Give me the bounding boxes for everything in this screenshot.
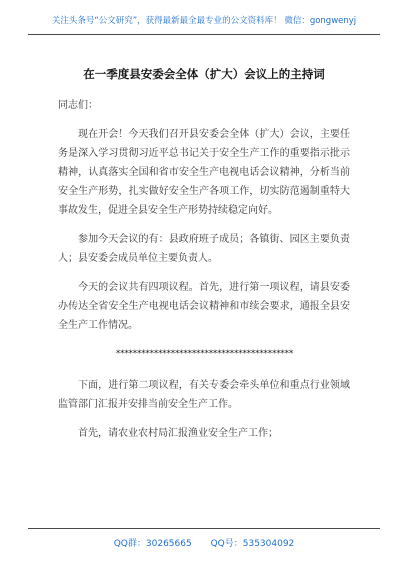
salutation: 同志们： xyxy=(58,100,98,111)
footer-contact xyxy=(0,536,408,549)
header-rule xyxy=(28,34,380,35)
footer-rule xyxy=(28,528,380,529)
paragraph-opening: 现在开会！今天我们召开县安委会全体（扩大）会议，主要任务是深入学习贯彻习近平总书记关于安全生产工作的重要指示批示精神，认真落实全国和省市安全生产电视电话会议精神，分析当前安全生产形势，扎实做好安全生产各项工作，切实防范遏制重特大事故发生，促进全县安全生产形势持续稳定向好。 xyxy=(58,129,350,216)
qq-group-text: QQ群：30265665 xyxy=(113,539,192,549)
header-banner: 关注头条号“公文研究”，获得最新最全最专业的公文资料库！ 微信：gongwenyj xyxy=(51,16,357,26)
document-title: 在一季度县安委会全体（扩大）会议上的主持词 xyxy=(83,67,325,81)
paragraph-agriculture: 首先，请农业农村局汇报渔业安全生产工作； xyxy=(78,428,278,439)
paragraph-attendees: 参加今天会议的有：县政府班子成员；各镇街、园区主要负责人；县安委会成员单位主要负责人。 xyxy=(58,234,350,264)
document-body xyxy=(58,96,350,453)
paragraph-agenda-two: 下面，进行第二项议程，有关专委会牵头单位和重点行业领域监管部门汇报并安排当前安全生产工作。 xyxy=(58,380,350,410)
paragraph-agenda-one: 今天的会议共有四项议程。首先，进行第一项议程，请县安委办传达全省安全生产电视电话会议精神和市续会要求，通报全县安全生产工作情况。 xyxy=(58,282,350,331)
qq-number-text: QQ号：535304092 xyxy=(210,539,295,549)
asterisk-divider: ****************************************** xyxy=(115,349,293,359)
